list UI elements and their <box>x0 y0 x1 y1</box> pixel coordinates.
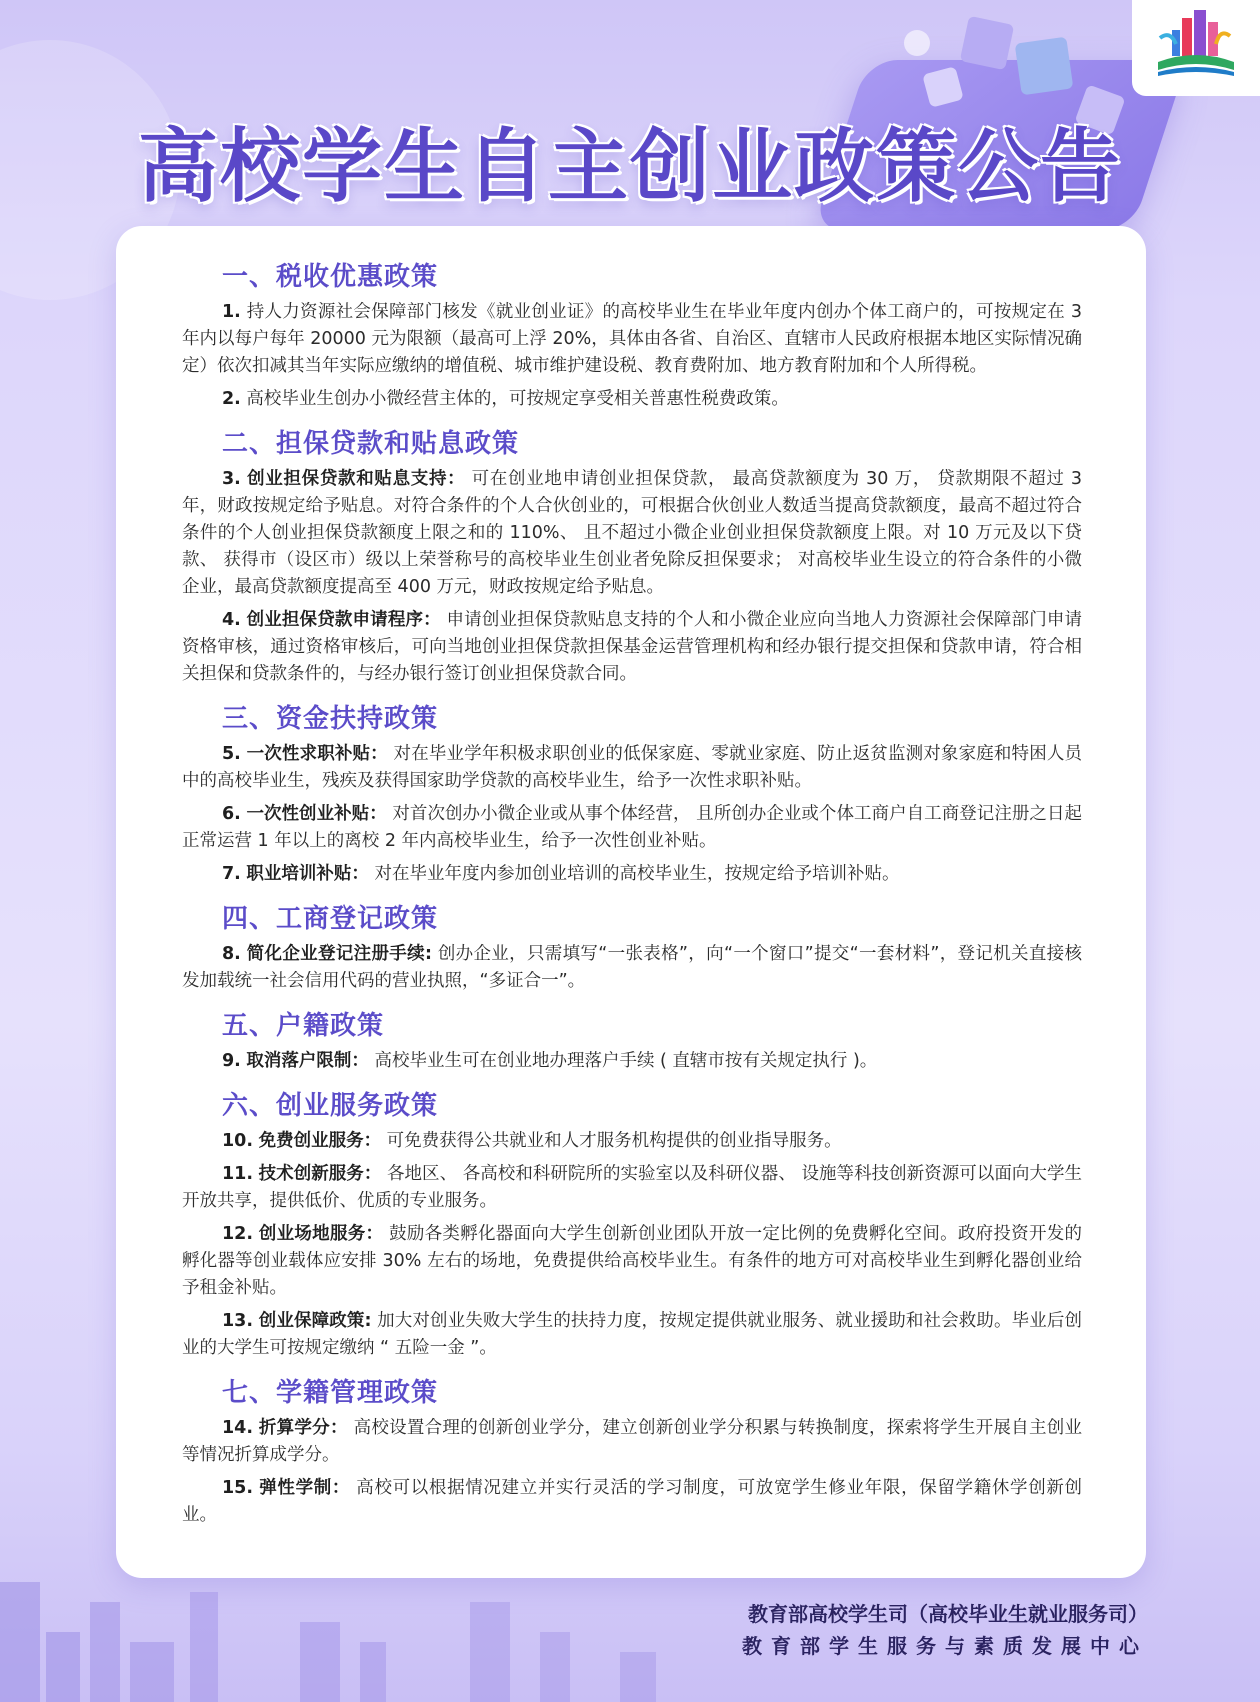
policy-item <box>182 1048 1082 1075</box>
item-text: 高校设置合理的创新创业学分，建立创新创业学分积累与转换制度，探索将学生开展自主创业等情况折算成学分。 <box>182 1418 1082 1465</box>
item-number: 7. <box>222 864 241 884</box>
item-heading: 创业场地服务： <box>258 1224 384 1244</box>
item-text: 对在毕业学年积极求职创业的低保家庭、零就业家庭、防止返贫监测对象家庭和特困人员中的高校毕业生，残疾及获得国家助学贷款的高校毕业生，给予一次性求职补贴。 <box>182 744 1083 791</box>
item-text: 可在创业地申请创业担保贷款， 最高贷款额度为 30 万， 贷款期限不超过 3 年，财政按规定给予贴息。对符合条件的个人合伙创业的，可根据合伙创业人数适当提高贷款额度，最高不超过符合条件的个人创业担保贷款额度上限之和的 110%、 且不超过小微企业创业担保贷款额度上限。对 10 万元及以下贷款、 获得市（设区市）级以上荣誉称号的高校毕业生创业者免除反担保要求； 对高校毕业生设立的符合条件的小微企业，最高贷款额度提高至 400 万元，财政按规定给予贴息。 <box>182 469 1082 597</box>
policy-item <box>182 1128 1082 1155</box>
policy-item <box>182 1475 1082 1529</box>
item-heading: 创业保障政策: <box>258 1311 372 1331</box>
section-title: 一、税收优惠政策 <box>222 262 439 292</box>
skyline-building <box>190 1592 218 1702</box>
skyline-building <box>620 1652 656 1702</box>
policy-section <box>182 1005 1082 1075</box>
policy-content <box>182 256 1082 1539</box>
issuer-line-2: 教育部学生服务与素质发展中心 <box>742 1634 1148 1658</box>
policy-item <box>182 801 1082 855</box>
item-number: 3. <box>222 469 241 489</box>
skyline-building <box>360 1642 386 1702</box>
policy-item <box>182 607 1082 688</box>
policy-item <box>182 386 1082 413</box>
policy-item <box>182 466 1082 601</box>
policy-item <box>182 1161 1082 1215</box>
item-number: 5. <box>222 744 241 764</box>
item-text: 对在毕业年度内参加创业培训的高校毕业生，按规定给予培训补贴。 <box>368 864 900 884</box>
item-text: 持人力资源社会保障部门核发《就业创业证》的高校毕业生在毕业年度内创办个体工商户的，可按规定在 3 年内以每户每年 20000 元为限额（最高可上浮 20%，具体由各省、自治区、直辖市人民政府根据本地区实际情况确定）依次扣减其当年实际应缴纳的增值税、城市维护建设税、教育费附加、地方教育附加和个人所得税。 <box>182 302 1082 376</box>
item-text: 加大对创业失败大学生的扶持力度，按规定提供就业服务、就业援助和社会救助。毕业后创业的大学生可按规定缴纳 “ 五险一金 ”。 <box>182 1311 1082 1358</box>
item-number: 10. <box>222 1131 254 1151</box>
item-heading: 一次性创业补贴： <box>246 804 387 824</box>
item-number: 6. <box>222 804 241 824</box>
decorative-circle <box>904 30 930 56</box>
issuer-footer <box>742 1598 1148 1662</box>
item-text: 各地区、 各高校和科研院所的实验室以及科研仪器、 设施等科技创新资源可以面向大学生开放共享，提供低价、优质的专业服务。 <box>182 1164 1082 1211</box>
policy-section <box>182 898 1082 995</box>
item-number: 12. <box>222 1224 254 1244</box>
item-text: 对首次创办小微企业或从事个体经营， 且所创办企业或个体工商户自工商登记注册之日起正常运营 1 年以上的离校 2 年内高校毕业生，给予一次性创业补贴。 <box>182 804 1082 851</box>
item-text: 鼓励各类孵化器面向大学生创新创业团队开放一定比例的免费孵化空间。政府投资开发的孵化器等创业载体应安排 30% 左右的场地，免费提供给高校毕业生。有条件的地方可对高校毕业生到孵化器创业给予租金补贴。 <box>182 1224 1082 1298</box>
item-number: 1. <box>222 302 241 322</box>
item-number: 8. <box>222 944 241 964</box>
item-number: 15. <box>222 1478 254 1498</box>
issuer-line-1: 教育部高校学生司（高校毕业生就业服务司） <box>748 1602 1148 1626</box>
skyline-building <box>0 1582 40 1702</box>
policy-section <box>182 698 1082 888</box>
item-text: 申请创业担保贷款贴息支持的个人和小微企业应向当地人力资源社会保障部门申请资格审核，通过资格审核后，可向当地创业担保贷款担保基金运营管理机构和经办银行提交担保和贷款申请，符合相关担保和贷款条件的，与经办银行签订创业担保贷款合同。 <box>182 610 1083 684</box>
item-heading: 创业担保贷款申请程序： <box>246 610 441 630</box>
item-number: 13. <box>222 1311 254 1331</box>
policy-section <box>182 1372 1082 1529</box>
section-title: 四、工商登记政策 <box>222 904 439 934</box>
item-number: 2. <box>222 389 241 409</box>
policy-item <box>182 1415 1082 1469</box>
policy-item <box>182 741 1082 795</box>
item-heading: 折算学分： <box>258 1418 348 1438</box>
section-title: 五、户籍政策 <box>222 1011 385 1041</box>
item-number: 11. <box>222 1164 254 1184</box>
item-number: 14. <box>222 1418 254 1438</box>
policy-section <box>182 1085 1082 1362</box>
policy-item <box>182 861 1082 888</box>
policy-section <box>182 256 1082 413</box>
decorative-cube <box>960 16 1015 71</box>
skyline-building <box>470 1602 510 1702</box>
city-skyline-logo-icon <box>1132 0 1260 96</box>
policy-item <box>182 1221 1082 1302</box>
policy-item <box>182 1308 1082 1362</box>
item-text: 高校毕业生创办小微经营主体的，可按规定享受相关普惠性税费政策。 <box>246 389 789 409</box>
skyline-building <box>300 1622 340 1702</box>
policy-section <box>182 423 1082 688</box>
skyline-building <box>130 1642 174 1702</box>
item-text: 创办企业，只需填写“一张表格”，向“一个窗口”提交“一套材料”，登记机关直接核发加载统一社会信用代码的营业执照，“多证合一”。 <box>182 944 1082 991</box>
item-number: 9. <box>222 1051 241 1071</box>
policy-item <box>182 941 1082 995</box>
item-heading: 免费创业服务： <box>258 1131 382 1151</box>
page-title: 高校学生自主创业政策公告 <box>138 119 1122 213</box>
policy-card <box>116 226 1146 1578</box>
item-heading: 技术创新服务： <box>258 1164 382 1184</box>
decorative-cube <box>1015 37 1074 96</box>
section-title: 二、担保贷款和贴息政策 <box>222 429 520 459</box>
skyline-building <box>46 1632 80 1702</box>
policy-item <box>182 299 1082 380</box>
section-title: 六、创业服务政策 <box>222 1091 439 1121</box>
item-text: 高校可以根据情况建立并实行灵活的学习制度，可放宽学生修业年限，保留学籍休学创新创业。 <box>182 1478 1083 1525</box>
section-title: 三、资金扶持政策 <box>222 704 439 734</box>
skyline-building <box>90 1602 120 1702</box>
skyline-building <box>540 1632 570 1702</box>
item-number: 4. <box>222 610 241 630</box>
item-text: 可免费获得公共就业和人才服务机构提供的创业指导服务。 <box>381 1131 842 1151</box>
section-title: 七、学籍管理政策 <box>222 1378 439 1408</box>
item-heading: 弹性学制： <box>259 1478 351 1498</box>
item-text: 高校毕业生可在创业地办理落户手续 ( 直辖市按有关规定执行 )。 <box>368 1051 878 1071</box>
item-heading: 简化企业登记注册手续: <box>246 944 432 964</box>
logo-box <box>1132 0 1260 96</box>
item-heading: 一次性求职补贴： <box>246 744 388 764</box>
item-heading: 创业担保贷款和贴息支持： <box>247 469 466 489</box>
item-heading: 取消落户限制： <box>246 1051 369 1071</box>
item-heading: 职业培训补贴： <box>246 864 369 884</box>
